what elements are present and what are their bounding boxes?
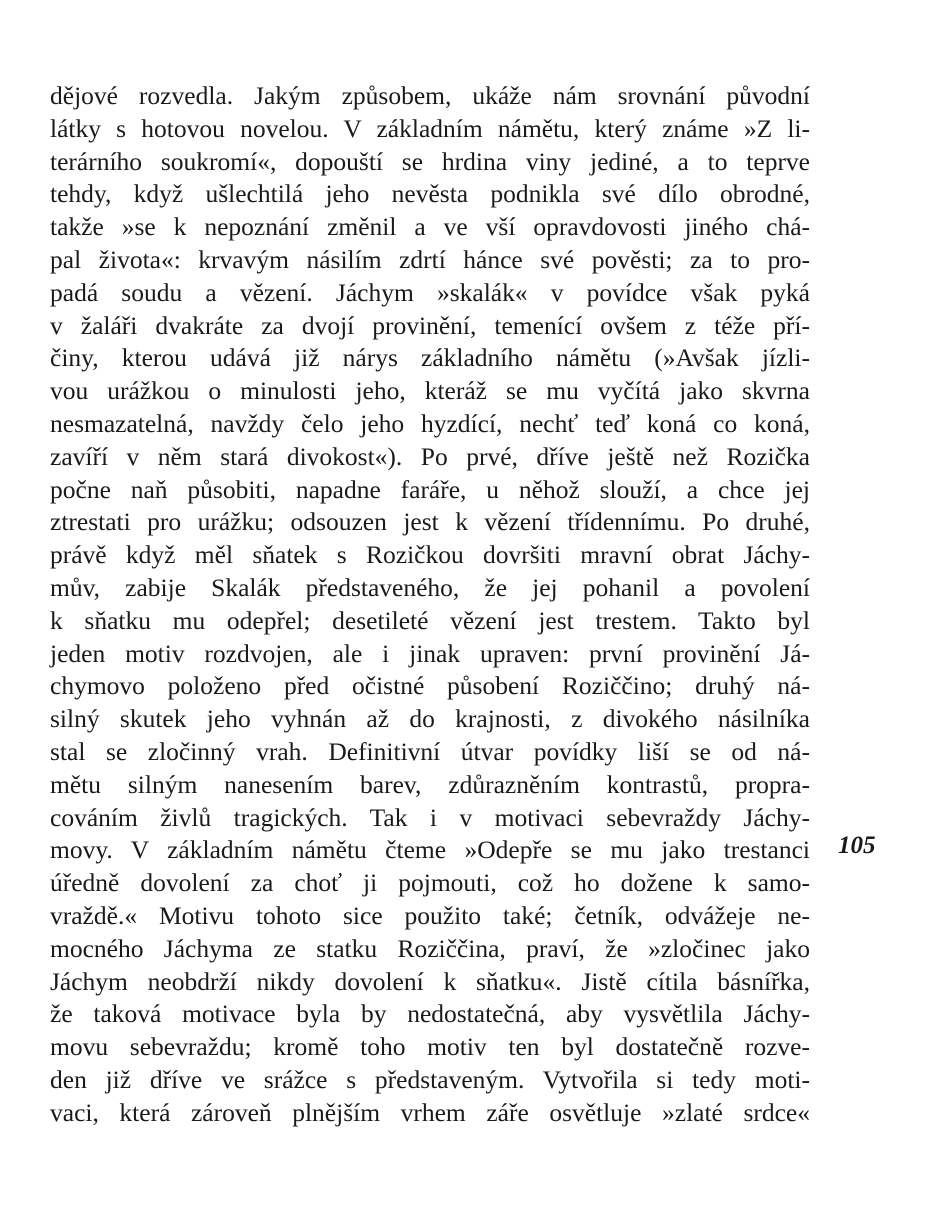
text-line-31: den již dříve ve srážce s představeným. Vytvořila si tedy moti-: [50, 1064, 810, 1094]
text-line-12: zavíří v něm stará divokost«). Po prvé, dříve ještě než Rozička: [50, 441, 810, 471]
text-line-21: stal se zločinný vrah. Definitivní útvar povídky liší se od ná-: [50, 736, 810, 766]
text-line-11: nesmazatelná, navždy čelo jeho hyzdící, nechť teď koná co koná,: [50, 408, 810, 438]
text-line-4: tehdy, když ušlechtilá jeho nevěsta podnikla své dílo obrodné,: [50, 179, 810, 209]
text-line-19: chymovo položeno před očistné působení Roziččino; druhý ná-: [50, 671, 810, 701]
text-line-7: padá soudu a vězení. Jáchym »skalák« v povídce však pyká: [50, 277, 810, 307]
text-line-9: činy, kterou udává již nárys základního námětu (»Avšak jízli-: [50, 343, 810, 373]
text-line-22: mětu silným nanesením barev, zdůrazněním kontrastů, propra-: [50, 769, 810, 799]
text-line-14: ztrestati pro urážku; odsouzen jest k vězení třídennímu. Po druhé,: [50, 507, 810, 537]
text-line-29: že taková motivace byla by nedostatečná, aby vysvětlila Jáchy-: [50, 999, 810, 1029]
text-line-26: vraždě.« Motivu tohoto sice použito také; četník, odvážeje ne-: [50, 900, 810, 930]
text-line-6: pal života«: krvavým násilím zdrtí hánce své pověsti; za to pro-: [50, 244, 810, 274]
text-line-25: úředně dovolení za choť ji pojmouti, což ho dožene k samo-: [50, 868, 810, 898]
text-line-24: movy. V základním námětu čteme »Odepře se mu jako trestanci: [50, 835, 810, 865]
text-line-13: počne naň působiti, napadne faráře, u něhož slouží, a chce jej: [50, 474, 810, 504]
text-line-1: dějové rozvedla. Jakým způsobem, ukáže nám srovnání původní: [50, 81, 810, 110]
text-line-15: právě když měl sňatek s Rozičkou dovršiti mravní obrat Jáchy-: [50, 540, 810, 570]
text-line-5: takže »se k nepoznání změnil a ve vší opravdovosti jiného chá-: [50, 212, 810, 242]
text-line-20: silný skutek jeho vyhnán až do krajnosti, z divokého násilníka: [50, 704, 810, 734]
body-text: [50, 80, 810, 1130]
text-line-28: Jáchym neobdrží nikdy dovolení k sňatku«. Jistě cítila básnířka,: [50, 966, 810, 996]
text-line-32: vaci, která zároveň plnějším vrhem záře osvětluje »zlaté srdce«: [50, 1097, 810, 1127]
text-line-8: v žaláři dvakráte za dvojí provinění, temenící ovšem z téže pří-: [50, 310, 810, 340]
text-line-23: cováním živlů tragických. Tak i v motivaci sebevraždy Jáchy-: [50, 802, 810, 832]
text-line-10: vou urážkou o minulosti jeho, kteráž se mu vyčítá jako skvrna: [50, 376, 810, 406]
text-line-30: movu sebevraždu; kromě toho motiv ten byl dostatečně rozve-: [50, 1032, 810, 1062]
text-line-18: jeden motiv rozdvojen, ale i jinak upraven: první provinění Já-: [50, 638, 810, 668]
text-line-17: k sňatku mu odepřel; desetileté vězení jest trestem. Takto byl: [50, 605, 810, 635]
text-line-16: mův, zabije Skalák představeného, že jej pohanil a povolení: [50, 572, 810, 602]
text-line-27: mocného Jáchyma ze statku Roziččina, praví, že »zločinec jako: [50, 933, 810, 963]
page-number: 105: [838, 832, 876, 859]
text-line-3: terárního soukromí«, dopouští se hrdina viny jediné, a to teprve: [50, 146, 810, 176]
text-line-2: látky s hotovou novelou. V základním námětu, který známe »Z li-: [50, 113, 810, 143]
